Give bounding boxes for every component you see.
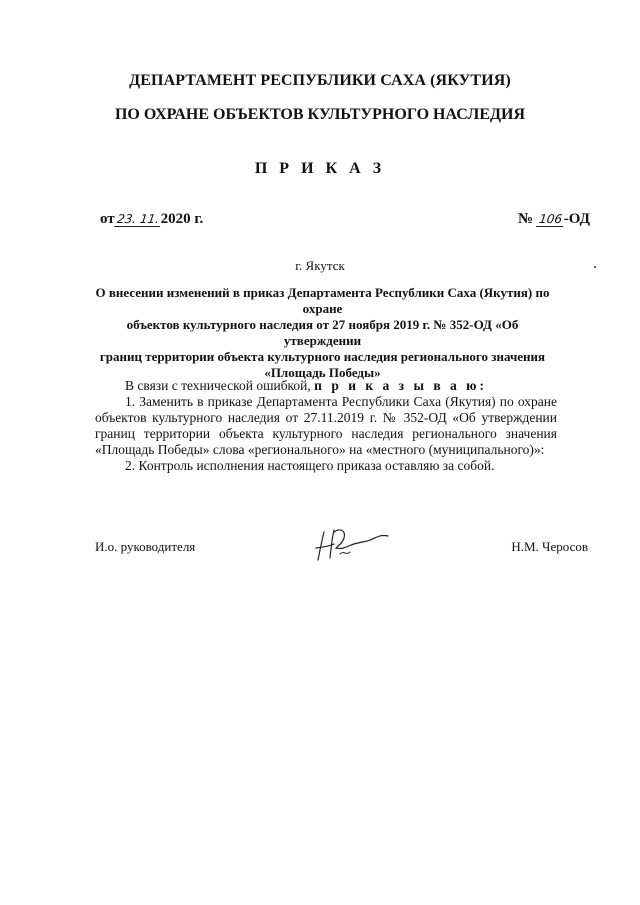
subject-line: границ территории объекта культурного наследия регионального значения <box>99 349 546 364</box>
subject-line: «Площадь Победы» <box>264 365 381 380</box>
intro-paragraph <box>95 378 557 394</box>
handwritten-signature <box>300 520 410 568</box>
order-body <box>95 378 557 474</box>
date-suffix: 2020 г. <box>160 211 204 227</box>
date-prefix: от <box>100 211 115 227</box>
city: г. Якутск <box>295 258 345 273</box>
order-date <box>100 211 203 228</box>
order-command: п р и к а з ы в а ю: <box>314 378 487 393</box>
scan-speck <box>594 266 596 268</box>
number-prefix: № <box>518 211 534 227</box>
intro-text: В связи с технической ошибкой, <box>125 378 311 393</box>
handwritten-date: 23. 11. <box>114 213 162 227</box>
number-suffix: -ОД <box>563 211 590 227</box>
order-title: П Р И К А З <box>254 160 386 177</box>
handwritten-number: 106 <box>536 213 565 227</box>
signatory-name: Н.М. Черосов <box>511 539 588 554</box>
order-subject <box>95 285 550 381</box>
order-item-1: 1. Заменить в приказе Департамента Республики Саха (Якутия) по охране объектов культурного наследия от 27.11.2019 г. № 352-ОД «Об утверждении границ территории объекта культурного наследия регионального значения «Площадь Победы» слова «регионального» на «местного (муниципального)»: <box>95 394 557 457</box>
department-title-line1: ДЕПАРТАМЕНТ РЕСПУБЛИКИ САХА (ЯКУТИЯ) <box>129 72 511 89</box>
order-item-2: 2. Контроль исполнения настоящего приказа оставляю за собой. <box>125 458 495 473</box>
department-title-line2: ПО ОХРАНЕ ОБЪЕКТОВ КУЛЬТУРНОГО НАСЛЕДИЯ <box>114 106 526 123</box>
subject-line: объектов культурного наследия от 27 ноября 2019 г. № 352-ОД «Об утверждении <box>126 317 519 348</box>
order-number <box>518 211 590 228</box>
subject-line: О внесении изменений в приказ Департамента Республики Саха (Якутия) по охране <box>95 285 550 316</box>
signatory-position: И.о. руководителя <box>95 539 196 554</box>
